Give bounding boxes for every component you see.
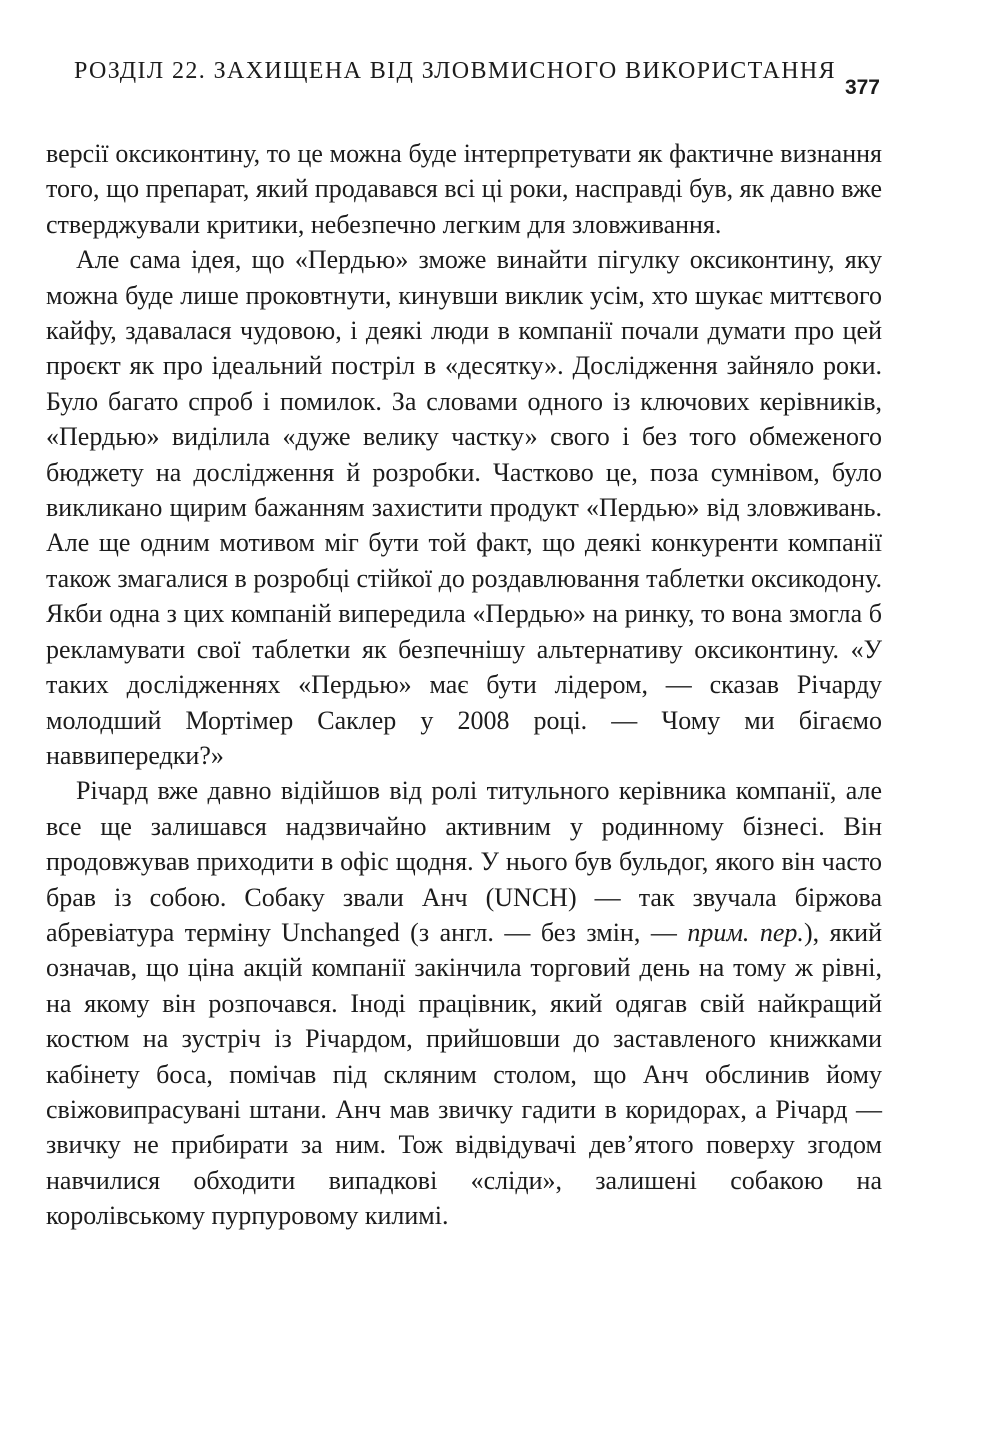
- running-header: [46, 40, 882, 100]
- paragraph-3-text-after: ), який означав, що ціна акцій компанії закінчила торговий день на тому ж рівні, на якому він розпочався. Іноді працівник, який одягав свій найкращий костюм на зустріч із Річардом, прийшовши до заставленого книжками кабінету боса, помічав під скляним столом, що Анч обслинив йому свіжовипрасувані штани. Анч мав звичку гадити в коридорах, а Річард — звичку не прибирати за ним. Тож відвідувачі дев’ятого поверху згодом навчилися обходити випадкові «сліди», залишені собакою на королівському пурпуровому килимі.: [46, 917, 882, 1231]
- paragraph-3-text-before: Річард вже давно відійшов від ролі титульного керівника компанії, але все ще залишався надзвичайно активним у родинному бізнесі. Він продовжував приходити в офіс щодня. У нього був бульдог, якого він часто брав із собою. Собаку звали Анч (UNCH) — так звучала біржова абревіатура терміну Unchanged (з англ. — без змін, —: [46, 776, 882, 947]
- paragraph-3: [46, 773, 882, 1233]
- paragraph-1: версії оксиконтину, то це можна буде інтерпретувати як фактичне визнання того, що препарат, який продавався всі ці роки, насправді був, як давно вже стверджували критики, небезпечно легким для зловживання.: [46, 139, 882, 239]
- body-text: [46, 136, 882, 1234]
- page-number: 377: [844, 76, 880, 99]
- chapter-title: РОЗДІЛ 22. ЗАХИЩЕНА ВІД ЗЛОВМИСНОГО ВИКОРИСТАННЯ: [74, 58, 837, 84]
- paragraph-2: Але сама ідея, що «Пердью» зможе винайти пігулку оксиконтину, яку можна буде лише проковтнути, кинувши виклик усім, хто шукає миттєвого кайфу, здавалася чудовою, і деякі люди в компанії почали думати про цей проєкт як про ідеальний постріл в «десятку». Дослідження зайняло роки. Було багато спроб і помилок. За словами одного із ключових керівників, «Пердью» виділила «дуже велику частку» свого і без того обмеженого бюджету на дослідження й розробки. Частково це, поза сумнівом, було викликано щирим бажанням захистити продукт «Пердью» від зловживань. Але ще одним мотивом міг бути той факт, що деякі конкуренти компанії також змагалися в розробці стійкої до роздавлювання таблетки оксикодону. Якби одна з цих компаній випередила «Пердью» на ринку, то вона змогла б рекламувати свої таблетки як безпечнішу альтернативу оксиконтину. «У таких дослідженнях «Пердью» має бути лідером, — сказав Річарду молодший Мортімер Саклер у 2008 році. — Чому ми бігаємо наввипередки?»: [46, 245, 882, 770]
- translator-note: прим. пер.: [687, 917, 804, 947]
- book-page: [46, 40, 882, 1234]
